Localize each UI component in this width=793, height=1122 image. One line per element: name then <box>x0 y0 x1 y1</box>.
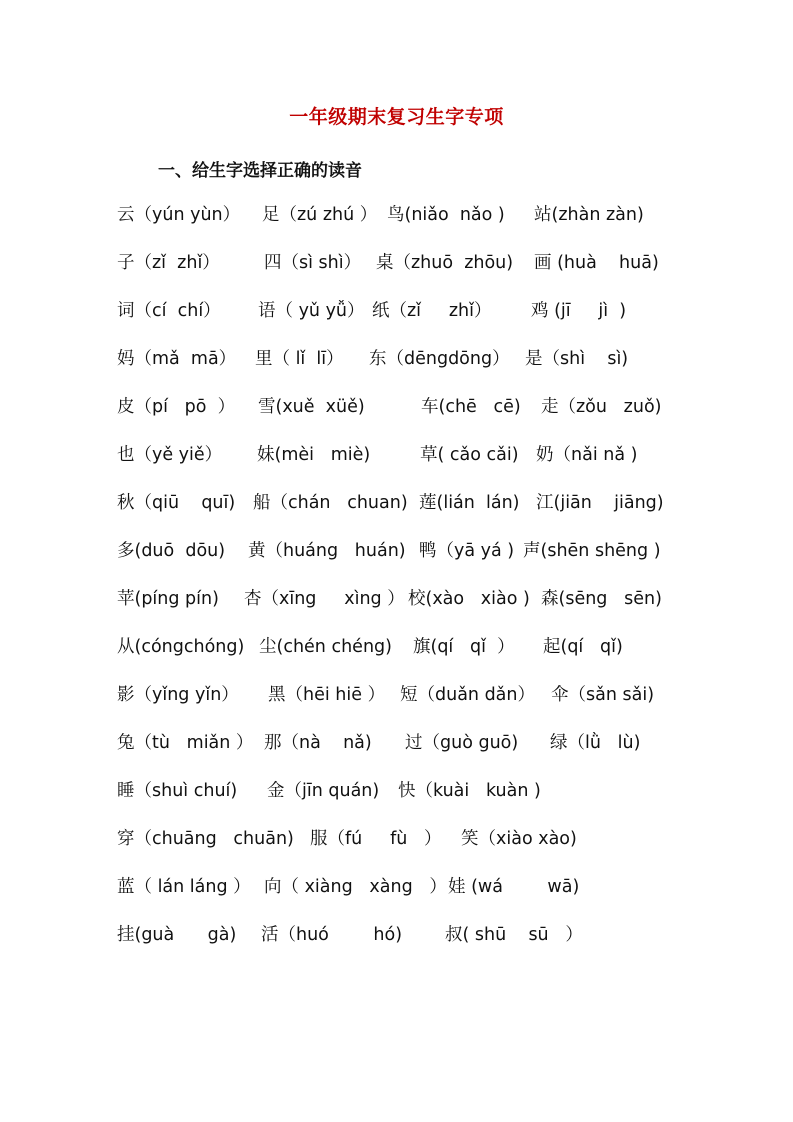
pinyin-item: 旗(qí qǐ ） <box>413 637 515 657</box>
pinyin-item: 服（fú fù ） <box>310 829 442 849</box>
pinyin-item: 东（dēngdōng） <box>369 349 510 369</box>
pinyin-row <box>117 680 717 710</box>
pinyin-row <box>117 536 717 566</box>
pinyin-row <box>117 392 717 422</box>
pinyin-item: 活（huó hó) <box>261 925 403 945</box>
pinyin-item: 妹(mèi miè) <box>257 445 371 465</box>
pinyin-row <box>117 488 717 518</box>
pinyin-item: 影（yǐng yǐn） <box>117 685 239 705</box>
pinyin-item: 四（sì shì） <box>264 253 362 273</box>
pinyin-item: 画 (huà huā) <box>534 253 659 273</box>
pinyin-item: 娃 (wá wā) <box>448 877 580 897</box>
pinyin-item: 船（chán chuan) <box>253 493 408 513</box>
pinyin-item: 足（zú zhú ） <box>262 205 378 225</box>
pinyin-item: 奶（nǎi nǎ ) <box>536 445 638 465</box>
pinyin-item: 过（guò guō) <box>405 733 519 753</box>
pinyin-item: 江(jiān jiāng) <box>536 493 664 513</box>
pinyin-item: 走（zǒu zuǒ) <box>541 397 662 417</box>
pinyin-row <box>117 248 717 278</box>
pinyin-item: 校(xào xiào ) <box>408 589 530 609</box>
pinyin-item: 睡（shuì chuí) <box>117 781 238 801</box>
pinyin-item: 苹(píng pín) <box>117 589 219 609</box>
pinyin-item: 蓝（ lán láng ） <box>117 877 251 897</box>
pinyin-item: 词（cí chí） <box>117 301 221 321</box>
pinyin-item: 起(qí qǐ) <box>543 637 623 657</box>
pinyin-item: 从(cóngchóng) <box>117 637 245 657</box>
pinyin-item: 也（yě yiě） <box>117 445 223 465</box>
pinyin-row <box>117 776 717 806</box>
pinyin-item: 黄（huáng huán) <box>248 541 406 561</box>
pinyin-item: 是（shì sì) <box>525 349 629 369</box>
pinyin-item: 皮（pí pō ） <box>117 397 236 417</box>
section-heading: 一、给生字选择正确的读音 <box>158 161 362 181</box>
pinyin-item: 尘(chén chéng) <box>259 637 392 657</box>
pinyin-item: 鸡 (jī jì ) <box>531 301 627 321</box>
pinyin-item: 绿（lǜ lù) <box>550 733 641 753</box>
pinyin-row <box>117 584 717 614</box>
pinyin-row <box>117 920 717 950</box>
pinyin-row <box>117 440 717 470</box>
pinyin-item: 挂(guà gà) <box>117 925 237 945</box>
pinyin-item: 笑（xiào xào) <box>461 829 577 849</box>
pinyin-item: 桌（zhuō zhōu) <box>376 253 514 273</box>
pinyin-item: 子（zǐ zhǐ） <box>117 253 220 273</box>
pinyin-item: 莲(lián lán) <box>419 493 520 513</box>
pinyin-item: 妈（mǎ mā） <box>117 349 237 369</box>
pinyin-item: 里（ lǐ lī） <box>255 349 344 369</box>
pinyin-item: 车(chē cē) <box>421 397 521 417</box>
pinyin-item: 那（nà nǎ) <box>264 733 372 753</box>
pinyin-item: 兔（tù miǎn ） <box>117 733 254 753</box>
pinyin-item: 云（yún yùn） <box>117 205 241 225</box>
pinyin-row <box>117 824 717 854</box>
pinyin-item: 向（ xiàng xàng ） <box>264 877 447 897</box>
pinyin-item: 快（kuài kuàn ) <box>398 781 541 801</box>
document-title: 一年级期末复习生字专项 <box>289 106 504 128</box>
pinyin-row <box>117 200 717 230</box>
pinyin-item: 语（ yǔ yǚ） <box>258 301 365 321</box>
pinyin-row <box>117 728 717 758</box>
pinyin-item: 多(duō dōu) <box>117 541 226 561</box>
pinyin-item: 金（jīn quán) <box>267 781 380 801</box>
pinyin-item: 雪(xuě xüě) <box>258 397 365 417</box>
pinyin-item: 短（duǎn dǎn） <box>400 685 536 705</box>
pinyin-item: 杏（xīng xìng ） <box>244 589 405 609</box>
pinyin-row <box>117 632 717 662</box>
pinyin-item: 草( cǎo cǎi) <box>420 445 519 465</box>
pinyin-item: 黑（hēi hiē ） <box>268 685 386 705</box>
pinyin-item: 森(sēng sēn) <box>541 589 662 609</box>
pinyin-item: 穿（chuāng chuān) <box>117 829 294 849</box>
pinyin-row <box>117 872 717 902</box>
pinyin-item: 叔( shū sū ） <box>445 925 583 945</box>
pinyin-item: 秋（qiū quī) <box>117 493 236 513</box>
pinyin-row <box>117 296 717 326</box>
pinyin-item: 声(shēn shēng ) <box>523 541 661 561</box>
pinyin-row <box>117 344 717 374</box>
pinyin-item: 伞（sǎn sǎi) <box>551 685 655 705</box>
pinyin-item: 鸭（yā yá ) <box>419 541 515 561</box>
pinyin-item: 站(zhàn zàn) <box>534 205 644 225</box>
pinyin-item: 鸟(niǎo nǎo ) <box>387 205 505 225</box>
pinyin-item: 纸（zǐ zhǐ） <box>372 301 492 321</box>
